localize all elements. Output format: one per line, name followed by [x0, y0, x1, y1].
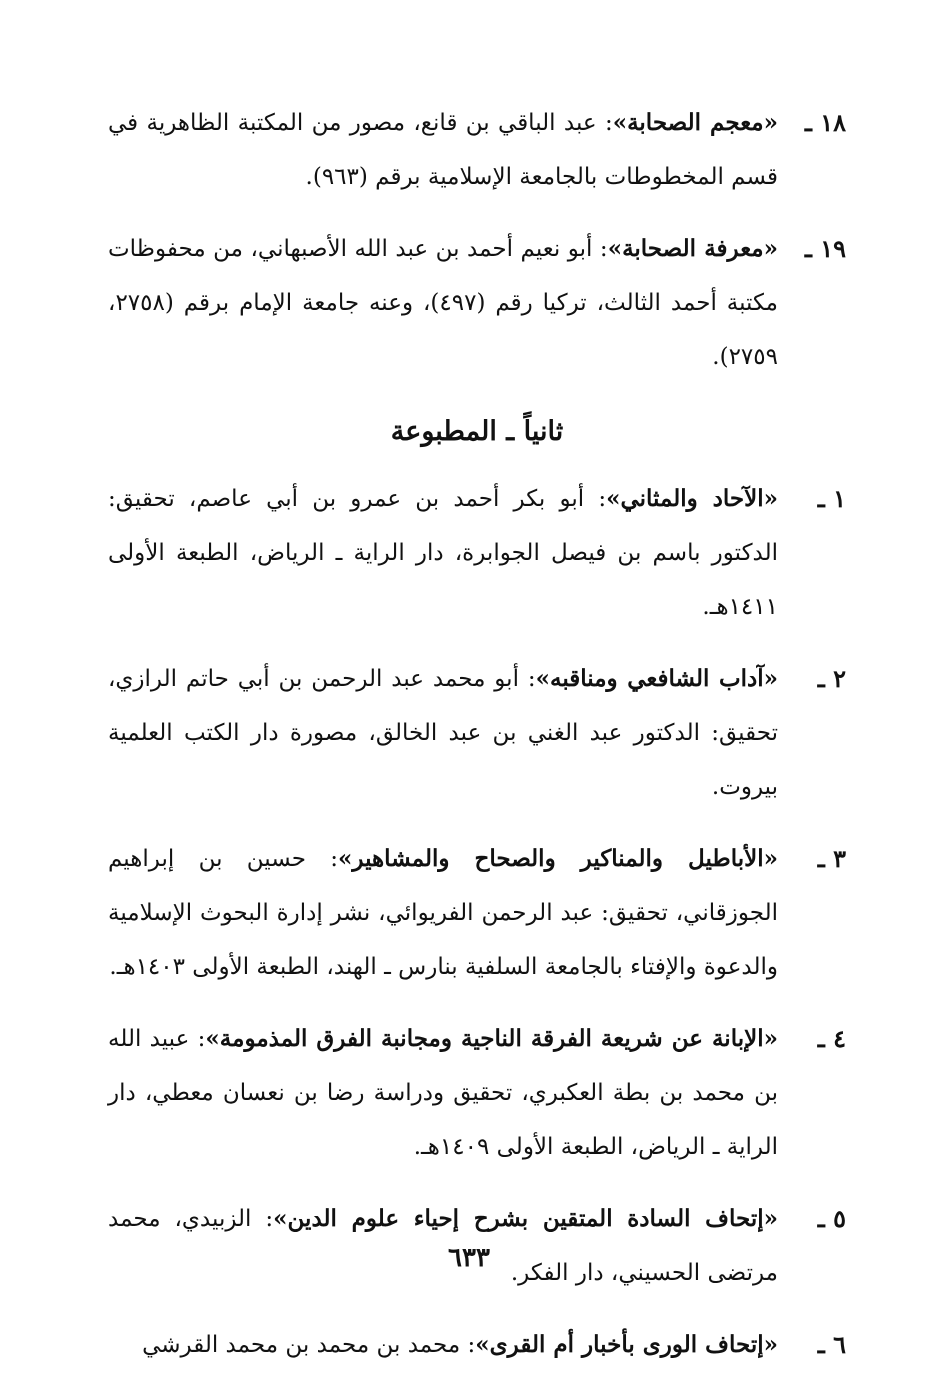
entry-title: «آداب الشافعي ومناقبه» [535, 665, 778, 692]
entry-body: : محمد بن محمد بن محمد القرشي [142, 1332, 476, 1358]
list-item [108, 1012, 846, 1174]
entry-number: ١٩ ـ [804, 234, 846, 263]
entry-title: «معرفة الصحابة» [607, 235, 778, 262]
entry-title: «الآحاد والمثاني» [606, 485, 778, 512]
list-item [108, 96, 846, 204]
entry-title: «إتحاف الورى بأخبار أم القرى» [475, 1331, 778, 1358]
entry-title: «الإبانة عن شريعة الفرقة الناجية ومجانبة الفرق المذمومة» [205, 1025, 778, 1052]
list-item [108, 222, 846, 384]
entry-body: : الزبيدي، محمد مرتضى الحسيني، دار الفكر. [108, 1206, 778, 1286]
entry-text [108, 652, 778, 814]
list-item [108, 1318, 846, 1372]
entry-body: : حسين بن إبراهيم الجوزقاني، تحقيق: عبد الرحمن الفريوائي، نشر إدارة البحوث الإسلامية والدعوة والإفتاء بالجامعة السلفية بنارس ـ الهند، الطبعة الأولى ١٤٠٣هـ. [108, 846, 778, 980]
section-heading: ثانياً ـ المطبوعة [390, 416, 564, 447]
entry-number: ٤ ـ [817, 1024, 846, 1053]
entry-number: ٥ ـ [817, 1204, 846, 1233]
entry-body: : أبو نعيم أحمد بن عبد الله الأصبهاني، من محفوظات مكتبة أحمد الثالث، تركيا رقم (٤٩٧)، وعنه جامعة الإمام برقم (٢٧٥٨، ٢٧٥٩). [108, 236, 779, 370]
list-item [108, 472, 846, 634]
list-item [108, 832, 846, 994]
page-number: ٦٣٣ [448, 1243, 490, 1273]
entry-text [108, 1318, 778, 1372]
entry-number: ١ ـ [817, 484, 846, 513]
entry-text [108, 1012, 778, 1174]
entry-text [108, 96, 778, 204]
entry-number: ١٨ ـ [804, 108, 846, 137]
entry-title: «معجم الصحابة» [612, 109, 778, 136]
entry-text [108, 222, 778, 384]
entry-body: : عبد الباقي بن قانع، مصور من المكتبة الظاهرية في قسم المخطوطات بالجامعة الإسلامية برقم (٩٦٣). [108, 110, 778, 190]
entry-body: : عبيد الله بن محمد بن بطة العكبري، تحقيق ودراسة رضا بن نعسان معطي، دار الراية ـ الرياض، الطبعة الأولى ١٤٠٩هـ. [108, 1026, 778, 1160]
entry-number: ٢ ـ [817, 664, 846, 693]
entry-body: : أبو بكر أحمد بن عمرو بن أبي عاصم، تحقيق: الدكتور باسم بن فيصل الجوابرة، دار الراية ـ الرياض، الطبعة الأولى ١٤١١هـ. [108, 486, 778, 620]
entry-text [108, 472, 778, 634]
list-item [108, 652, 846, 814]
entry-text [108, 832, 778, 994]
entry-title: «إتحاف السادة المتقين بشرح إحياء علوم الدين» [273, 1205, 778, 1232]
entry-title: «الأباطيل والمناكير والصحاح والمشاهير» [338, 845, 778, 872]
entry-number: ٦ ـ [817, 1330, 846, 1359]
page-body [108, 96, 846, 1390]
entry-body: : أبو محمد عبد الرحمن بن أبي حاتم الرازي، تحقيق: الدكتور عبد الغني بن عبد الخالق، مصورة دار الكتب العلمية بيروت. [108, 666, 778, 800]
entry-number: ٣ ـ [817, 844, 846, 873]
